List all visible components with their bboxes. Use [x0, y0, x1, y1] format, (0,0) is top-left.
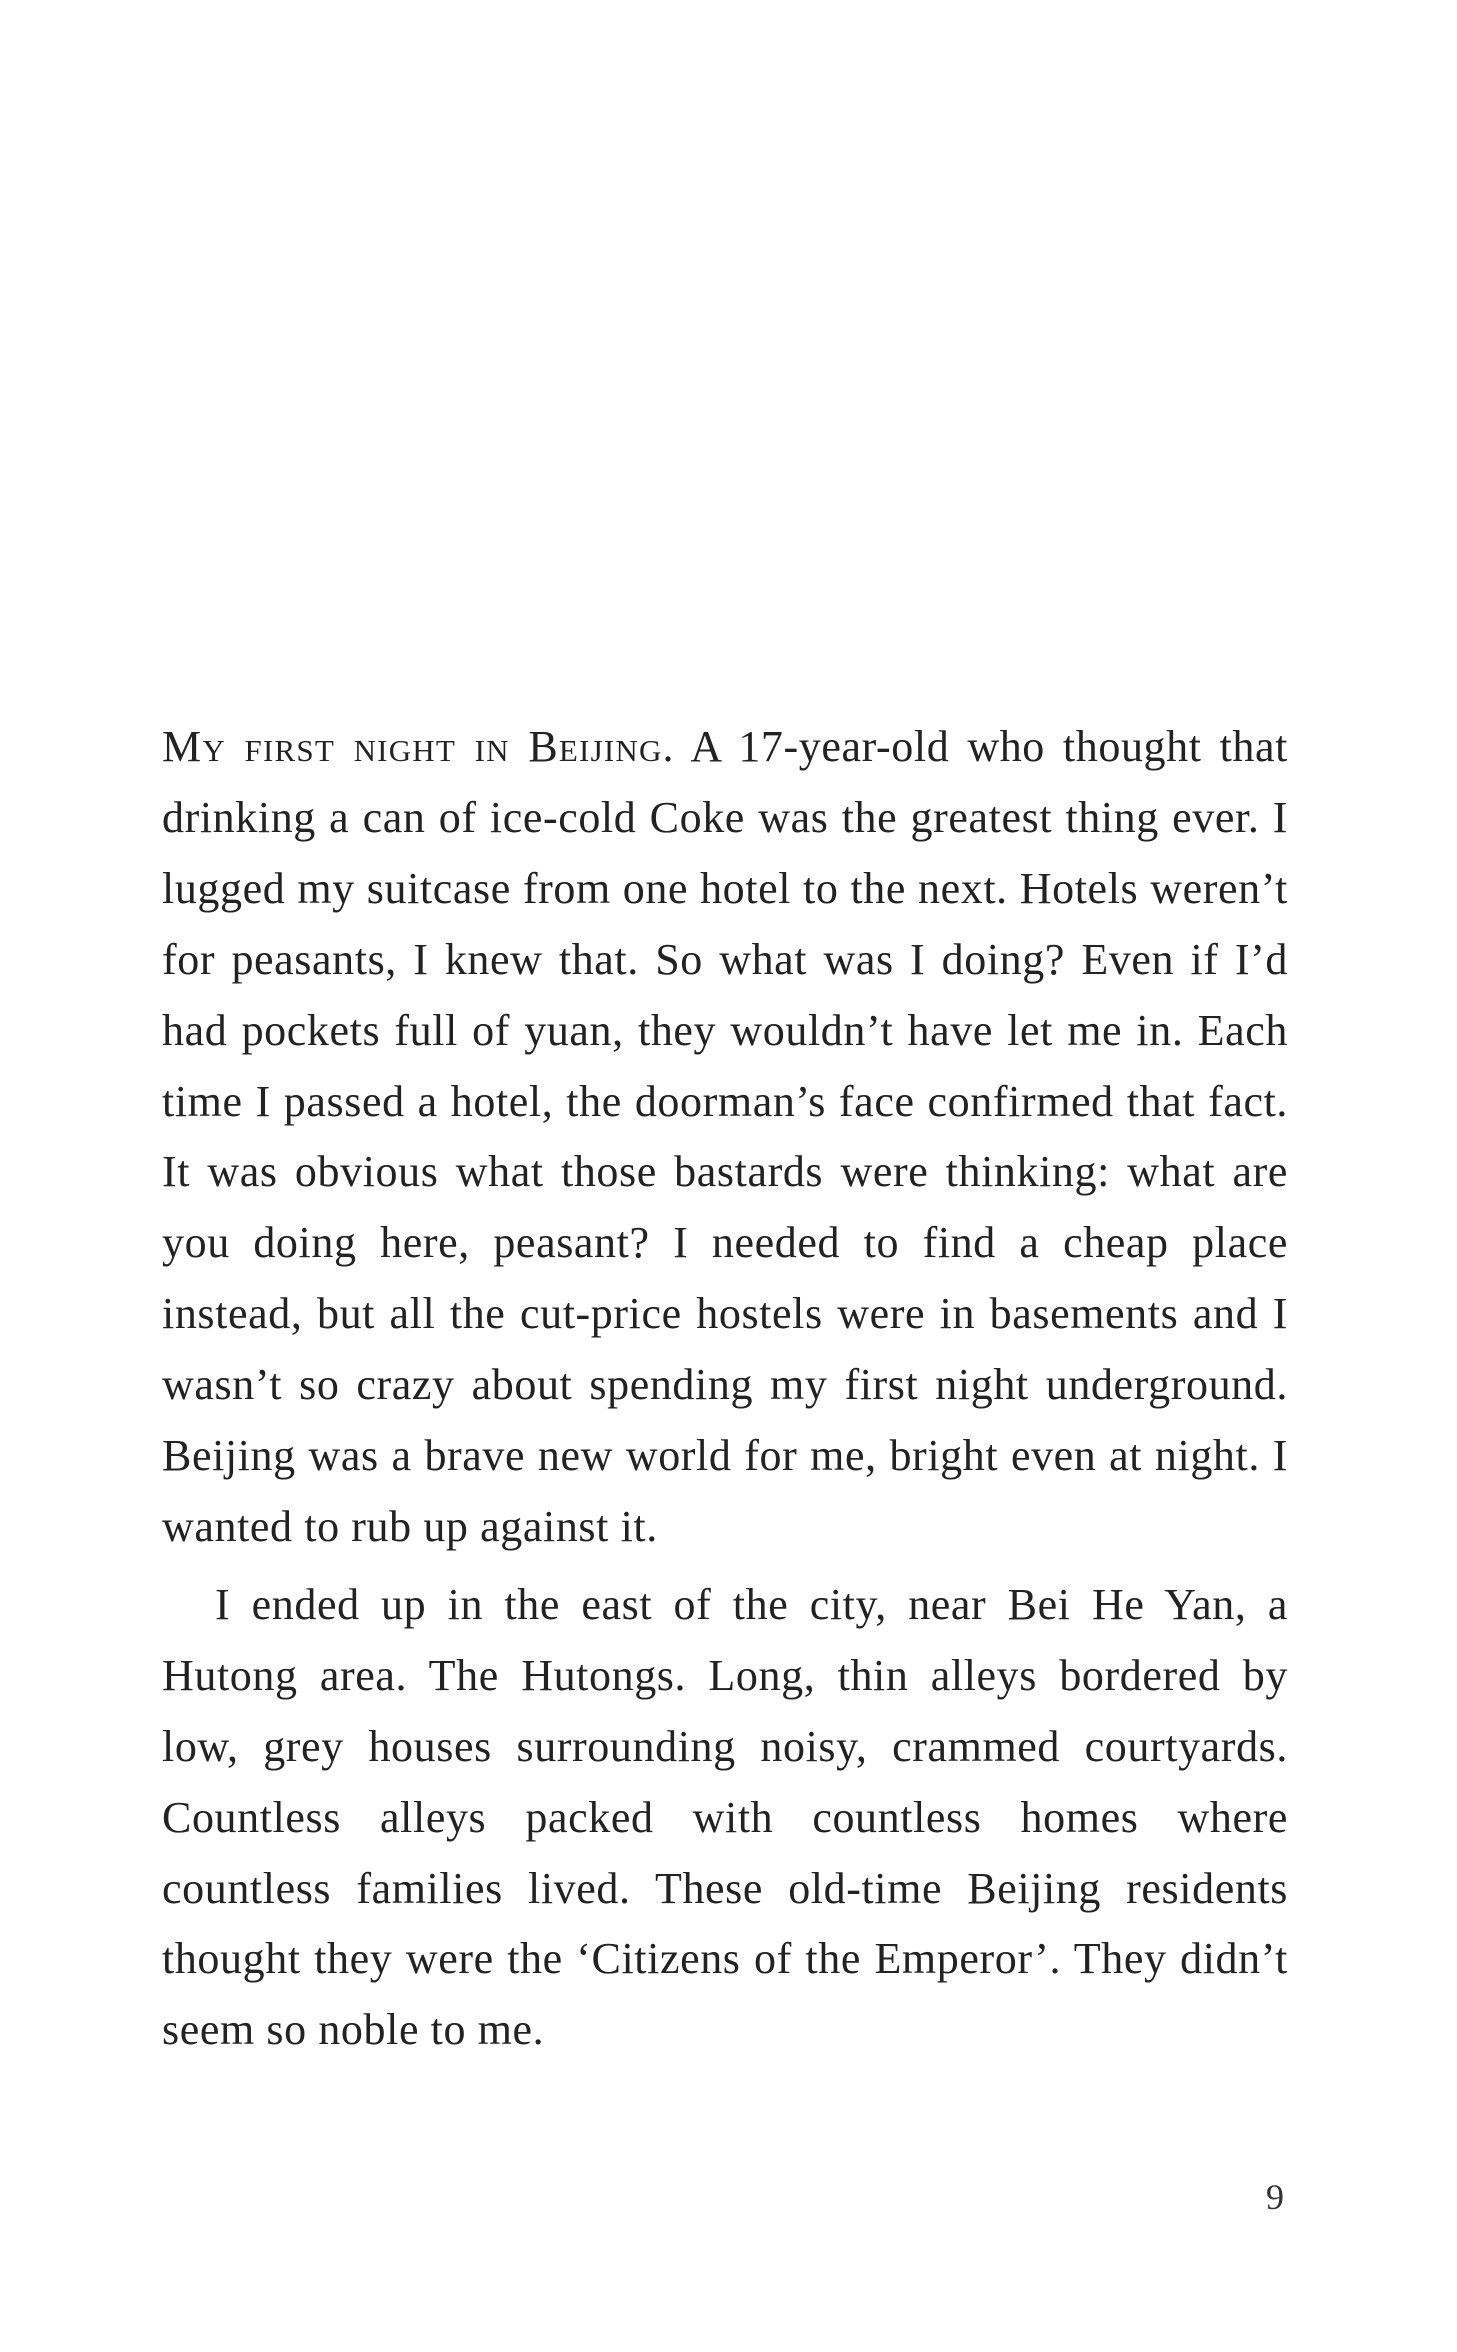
page-number: 9	[1266, 2177, 1284, 2217]
paragraph-1-text: A 17-year-old who thought that drinking a can of ice-cold Coke was the greatest thing ever. I lugged my suitcase from one hotel to the next. Hotels weren’t for peasants, I knew that. So what was I doing? Even if I’d had pockets full of yuan, they wouldn’t have let me in. Each time I passed a hotel, the doorman’s face confirmed that fact. It was obvious what those bastards were thinking: what are you doing here, peasant? I needed to find a cheap place instead, but all the cut-price hostels were in basements and I wasn’t so crazy about spending my first night underground. Beijing was a brave new world for me, bright even at night. I wanted to rub up against it.	[162, 722, 1288, 1551]
paragraph-2: I ended up in the east of the city, near Bei He Yan, a Hutong area. The Hutongs. Long, thin alleys bordered by low, grey houses surrounding noisy, crammed courtyards. Countless alleys packed with countless homes where countless families lived. These old-time Beijing residents thought they were the ‘Citizens of the Emperor’. They didn’t seem so noble to me.	[162, 1579, 1288, 2055]
body-text	[162, 712, 1288, 2066]
paragraph-1	[162, 712, 1288, 1563]
chapter-lead-in: My first night in Beijing.	[162, 722, 675, 771]
